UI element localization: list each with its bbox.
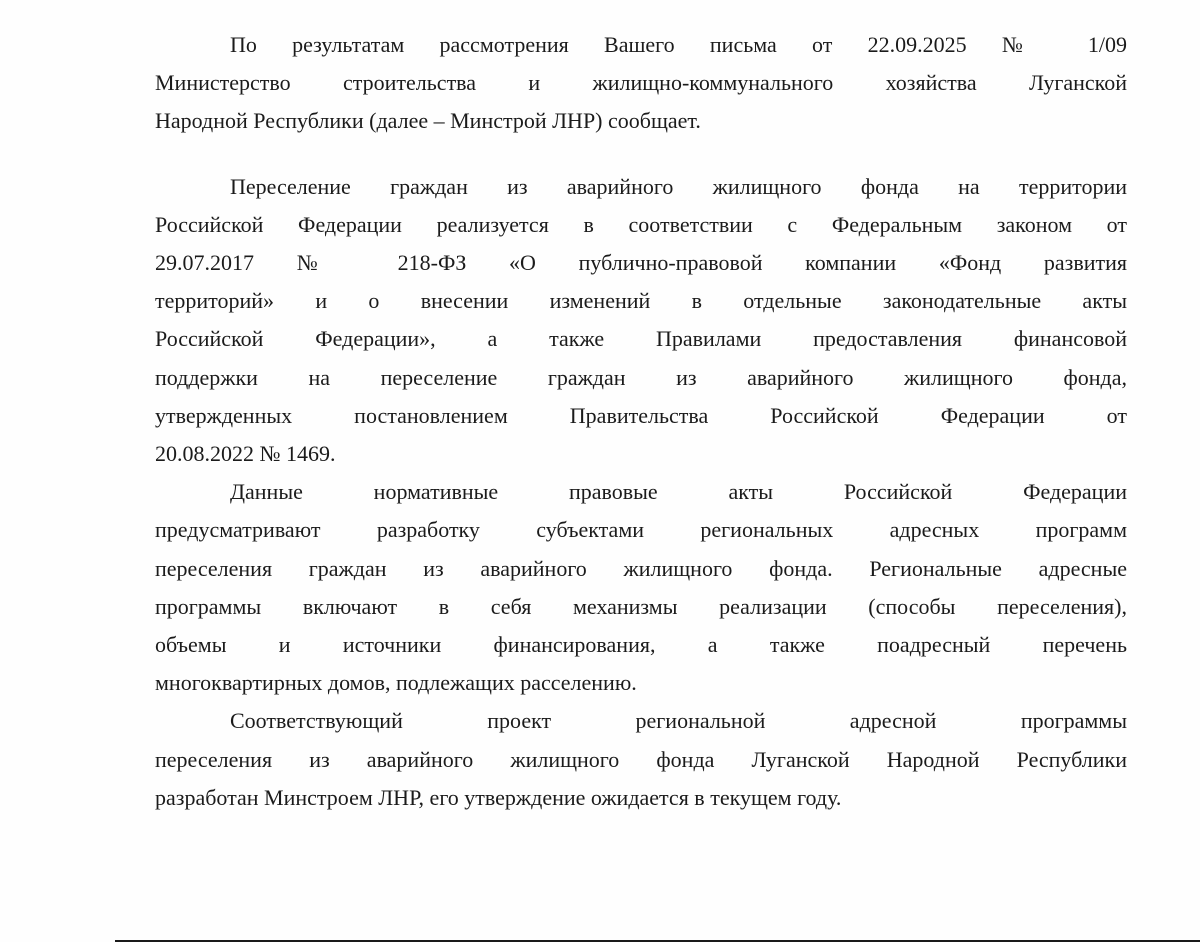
text-line: разработан Минстроем ЛНР, его утверждение ожидается в текущем году. xyxy=(155,784,842,810)
text-line: объемы и источники финансирования, а также поадресный перечень xyxy=(155,632,1127,658)
text-line: программы включают в себя механизмы реализации (способы переселения), xyxy=(155,593,1127,619)
text-line: Народной Республики (далее – Минстрой ЛНР) сообщает. xyxy=(155,108,701,134)
paragraph xyxy=(155,26,1127,141)
text-line: Переселение граждан из аварийного жилищного фонда на территории xyxy=(230,173,1127,199)
paragraph xyxy=(155,168,1127,474)
text-line: переселения граждан из аварийного жилищного фонда. Региональные адресные xyxy=(155,555,1127,581)
text-line: Данные нормативные правовые акты Российской Федерации xyxy=(230,479,1127,505)
text-line: По результатам рассмотрения Вашего письма от 22.09.2025 № 1/09 xyxy=(230,32,1127,57)
text-line: территорий» и о внесении изменений в отдельные законодательные акты xyxy=(155,288,1127,314)
text-line: утвержденных постановлением Правительства Российской Федерации от xyxy=(155,402,1127,428)
text-line: Российской Федерации реализуется в соответствии с Федеральным законом от xyxy=(155,211,1127,237)
text-line: поддержки на переселение граждан из аварийного жилищного фонда, xyxy=(155,364,1127,390)
text-line: Министерство строительства и жилищно-коммунального хозяйства Луганской xyxy=(155,70,1127,96)
text-line: 20.08.2022 № 1469. xyxy=(155,441,336,467)
text-line: многоквартирных домов, подлежащих расселению. xyxy=(155,670,637,696)
paragraph xyxy=(155,702,1127,817)
text-line: Соответствующий проект региональной адресной программы xyxy=(230,708,1127,734)
text-line: 29.07.2017 № 218-ФЗ «О публично-правовой компании «Фонд развития xyxy=(155,250,1127,276)
text-line: предусматривают разработку субъектами региональных адресных программ xyxy=(155,517,1127,543)
letter-body xyxy=(155,26,1127,817)
text-line: Российской Федерации», а также Правилами предоставления финансовой xyxy=(155,326,1127,352)
paragraph xyxy=(155,473,1127,702)
text-line: переселения из аварийного жилищного фонда Луганской Народной Республики xyxy=(155,746,1127,772)
